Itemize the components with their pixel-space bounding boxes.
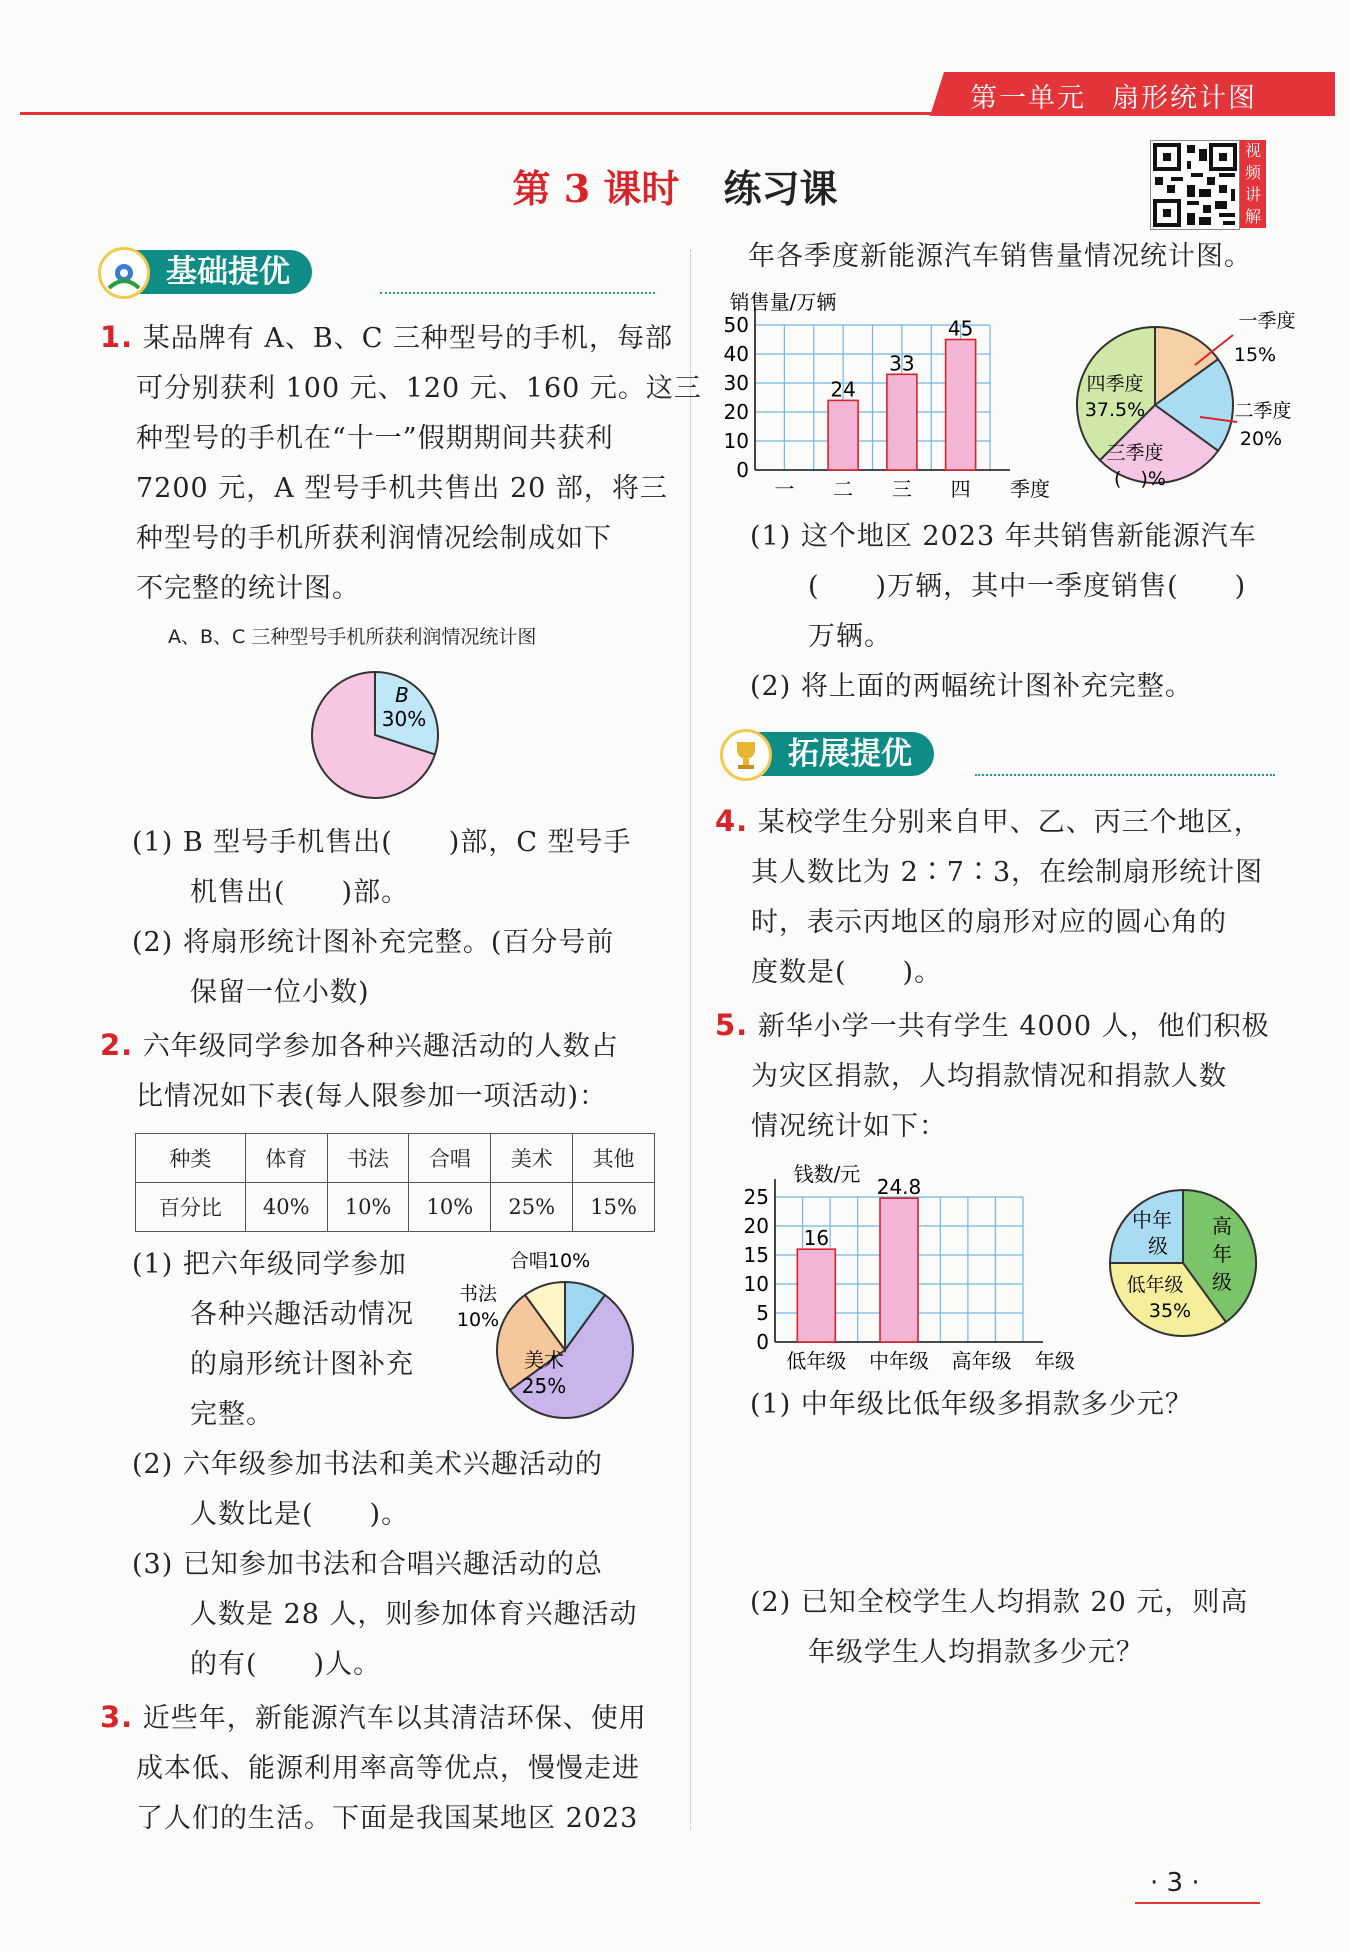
subquestion: (1) 这个地区 2023 年共销售新能源汽车 <box>750 521 1257 552</box>
data-label: 24.8 <box>876 1175 922 1200</box>
tick-label: 中年级 <box>869 1349 929 1373</box>
subquestion: (1) 把六年级同学参加 <box>132 1249 407 1280</box>
q2-sub2-3 <box>132 1440 638 1690</box>
subquestion: 万辆。 <box>808 621 892 652</box>
axis-label: 年级 <box>1035 1349 1075 1373</box>
tick-label: 5 <box>756 1301 769 1325</box>
tick-label: 一 <box>774 477 795 500</box>
bar <box>946 340 976 471</box>
question-3 <box>100 1692 647 1844</box>
question-text: 新华小学一共有学生 4000 人，他们积极 <box>757 1011 1270 1042</box>
question-text: 种型号的手机在“十一”假期期间共获利 <box>136 423 614 454</box>
question-text: 7200 元，A 型号手机共售出 20 部，将三 <box>136 473 668 504</box>
data-label: 16 <box>803 1226 830 1251</box>
table-header: 其他 <box>573 1134 655 1183</box>
question-number: 2. <box>100 1028 134 1062</box>
unit-label: 第一单元 <box>970 83 1086 114</box>
question-text: 不完整的统计图。 <box>136 573 360 604</box>
subquestion: 各种兴趣活动情况 <box>190 1299 414 1330</box>
subquestion: 机售出( )部。 <box>190 877 410 908</box>
page-number-underline <box>1135 1902 1260 1904</box>
pie-label: 二季度 <box>1234 400 1292 422</box>
question-1 <box>100 312 702 614</box>
pie-label: 37.5% <box>1084 399 1146 421</box>
question-text: 年各季度新能源汽车销售量情况统计图。 <box>748 241 1252 272</box>
question-number: 1. <box>100 320 134 354</box>
table-cell: 40% <box>245 1183 327 1232</box>
question-text: 种型号的手机所获利润情况绘制成如下 <box>136 523 612 554</box>
tick-label: 10 <box>743 1272 769 1296</box>
qr-code[interactable] <box>1150 140 1240 230</box>
question-2 <box>100 1020 619 1122</box>
subquestion: 保留一位小数) <box>190 977 370 1008</box>
subquestion: ( )万辆，其中一季度销售( ) <box>808 571 1247 602</box>
bar <box>828 400 858 470</box>
subquestion: (1) 中年级比低年级多捐款多少元？ <box>750 1389 1193 1420</box>
q1-pie-chart <box>300 660 450 810</box>
pie-label: 合唱10% <box>509 1250 591 1272</box>
pie-label: 30% <box>381 707 427 731</box>
bar <box>797 1249 835 1342</box>
pie-label: 年 <box>1212 1242 1232 1266</box>
question-text: 其人数比为 2∶7∶3，在绘制扇形统计图 <box>751 857 1264 888</box>
table-header: 体育 <box>245 1134 327 1183</box>
question-number: 4. <box>715 804 749 838</box>
table-cell: 10% <box>409 1183 491 1232</box>
table-cell: 10% <box>327 1183 409 1232</box>
page-number: · 3 · <box>1150 1868 1200 1898</box>
q5-pie-chart <box>1100 1185 1270 1345</box>
question-4 <box>715 796 1263 998</box>
tick-label: 15 <box>743 1243 769 1267</box>
pie-label: 低年级 <box>1126 1274 1184 1296</box>
tick-label: 低年级 <box>786 1349 847 1373</box>
chart-title: A、B、C 三种型号手机所获利润情况统计图 <box>168 626 537 648</box>
q3-bar-chart <box>720 285 1060 500</box>
pie-label: 10% <box>456 1309 500 1331</box>
pie-label: 一季度 <box>1238 310 1296 332</box>
tick-label: 25 <box>743 1185 769 1209</box>
question-text: 近些年，新能源汽车以其清洁环保、使用 <box>142 1703 647 1734</box>
data-label: 24 <box>830 377 856 402</box>
axis-label: 销售量/万辆 <box>729 290 837 314</box>
question-text: 比情况如下表(每人限参加一项活动)： <box>136 1081 608 1112</box>
question-text: 为灾区捐款，人均捐款情况和捐款人数 <box>751 1061 1227 1092</box>
subquestion: (2) 将上面的两幅统计图补充完整。 <box>750 671 1193 702</box>
bar <box>887 374 917 470</box>
question-text: 六年级同学参加各种兴趣活动的人数占 <box>142 1031 619 1062</box>
topic-label: 扇形统计图 <box>1112 83 1257 114</box>
question-text: 了人们的生活。下面是我国某地区 2023 <box>136 1803 639 1834</box>
tick-label: 20 <box>743 1214 769 1238</box>
q2-pie-chart <box>450 1245 660 1430</box>
subquestion: 人数比是( )。 <box>190 1499 410 1530</box>
tick-label: 20 <box>723 400 749 424</box>
question-text: 某校学生分别来自甲、乙、丙三个地区， <box>757 807 1262 838</box>
tick-label: 四 <box>950 477 971 500</box>
table-header: 书法 <box>327 1134 409 1183</box>
question-text: 度数是( )。 <box>751 957 943 988</box>
question-number: 5. <box>715 1008 749 1042</box>
table-header-row <box>136 1134 655 1183</box>
pie-label: 三季度 <box>1106 442 1164 464</box>
table-header: 种类 <box>136 1134 246 1183</box>
axis-label: 钱数/元 <box>793 1162 861 1186</box>
tick-label: 0 <box>736 458 749 482</box>
tick-label: 二 <box>833 477 854 500</box>
pie-label: 中年 <box>1132 1208 1172 1232</box>
section-divider <box>975 774 1275 776</box>
question-text: 某品牌有 A、B、C 三种型号的手机，每部 <box>142 323 673 354</box>
subquestion: 年级学生人均捐款多少元？ <box>808 1637 1144 1668</box>
lesson-name: 练习课 <box>723 166 838 211</box>
table-cell: 百分比 <box>136 1183 246 1232</box>
question-text: 可分别获利 100 元、120 元、160 元。这三 <box>136 373 702 404</box>
subquestion: 的有( )人。 <box>190 1649 382 1680</box>
pie-label: 书法 <box>458 1283 498 1305</box>
tick-label: 三 <box>891 477 912 500</box>
table-header: 美术 <box>491 1134 573 1183</box>
data-label: 33 <box>889 351 915 376</box>
table-cell: 15% <box>573 1183 655 1232</box>
q1-subquestions <box>132 818 632 1018</box>
pie-label: 15% <box>1233 344 1277 366</box>
section-divider <box>380 292 655 294</box>
pie-label: ( )% <box>1114 468 1166 490</box>
lesson-title <box>0 158 1350 213</box>
tick-label: 40 <box>723 342 749 366</box>
subquestion: (2) 六年级参加书法和美术兴趣活动的 <box>132 1449 603 1480</box>
section-extend-badge: 拓展提优 <box>730 732 934 776</box>
trophy-icon <box>720 729 772 781</box>
question-text: 时，表示丙地区的扇形对应的圆心角的 <box>751 907 1227 938</box>
q3-pie-chart <box>1045 305 1305 505</box>
lesson-number: 第 3 课时 <box>512 166 680 211</box>
header-title <box>970 76 1257 115</box>
pie-label: 20% <box>1239 428 1283 450</box>
pie-label: 级 <box>1148 1234 1168 1258</box>
question-text: 情况统计如下： <box>751 1111 947 1142</box>
tick-label: 50 <box>723 313 749 337</box>
table-row <box>136 1183 655 1232</box>
qr-label: 视频讲解 <box>1240 140 1266 228</box>
q3-subquestions <box>750 512 1257 712</box>
tick-label: 高年级 <box>951 1349 1012 1373</box>
subquestion: 完整。 <box>190 1399 274 1430</box>
table-header: 合唱 <box>409 1134 491 1183</box>
subquestion: (2) 已知全校学生人均捐款 20 元，则高 <box>750 1587 1249 1618</box>
subquestion: (2) 将扇形统计图补充完整。(百分号前 <box>132 927 615 958</box>
pie-label: B <box>395 683 409 707</box>
subquestion: 的扇形统计图补充 <box>190 1349 414 1380</box>
axis-label: 季度 <box>1010 477 1050 500</box>
question-5 <box>715 1000 1270 1152</box>
subquestion: (1) B 型号手机售出( )部，C 型号手 <box>132 827 632 858</box>
q5-sub2 <box>750 1578 1248 1678</box>
tick-label: 10 <box>723 429 749 453</box>
pie-label: 美术 <box>524 1348 564 1372</box>
q5-bar-chart <box>735 1155 1095 1375</box>
data-label: 45 <box>947 316 974 341</box>
activity-table <box>135 1133 655 1232</box>
pie-label: 25% <box>521 1374 567 1398</box>
subquestion: 人数是 28 人，则参加体育兴趣活动 <box>190 1599 638 1630</box>
pie-label: 四季度 <box>1086 373 1144 395</box>
qr-icon <box>1151 141 1239 229</box>
q2-sub1 <box>132 1240 414 1440</box>
pie-label: 35% <box>1148 1300 1192 1322</box>
bar <box>880 1198 918 1342</box>
tick-label: 30 <box>723 371 749 395</box>
table-cell: 25% <box>491 1183 573 1232</box>
subquestion: (3) 已知参加书法和合唱兴趣活动的总 <box>132 1549 603 1580</box>
tick-label: 0 <box>756 1330 769 1354</box>
section-basic-badge: 基础提优 <box>108 250 312 294</box>
question-text: 成本低、能源利用率高等优点，慢慢走进 <box>136 1753 640 1784</box>
pie-label: 级 <box>1212 1270 1232 1294</box>
pie-label: 高 <box>1212 1214 1232 1238</box>
gear-icon <box>98 247 150 299</box>
question-number: 3. <box>100 1700 134 1734</box>
